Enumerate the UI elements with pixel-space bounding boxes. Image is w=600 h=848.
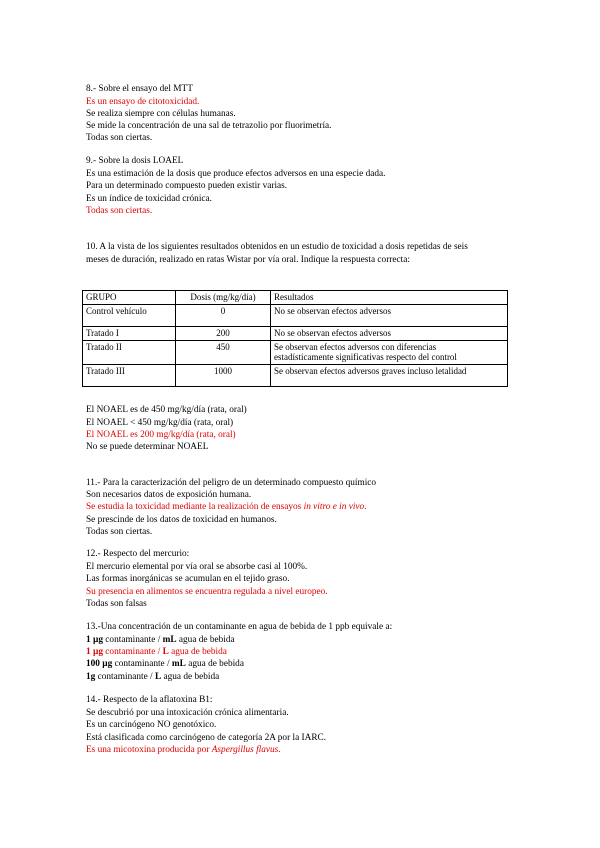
cell-result	[271, 340, 508, 364]
q13-b-end: agua de bebida	[168, 647, 227, 657]
header-results: Resultados	[271, 291, 508, 305]
q13-a-end: agua de bebida	[176, 635, 235, 645]
q8-title: 8.- Sobre el ensayo del MTT	[86, 84, 193, 94]
q13-option-b	[86, 647, 227, 658]
q12-option-a: El mercurio elemental por vía oral se absorbe casi al 100%.	[86, 562, 308, 572]
table-header-row	[83, 291, 508, 305]
table-row	[83, 304, 508, 326]
table-row	[83, 326, 508, 340]
q13-a-unit2: mL	[162, 635, 177, 645]
cell-dose: 450	[176, 340, 271, 364]
table-row	[83, 340, 508, 364]
q11-option-a: Son necesarios datos de exposición humana.	[86, 490, 252, 500]
q10-option-b: El NOAEL < 450 mg/kg/día (rata, oral)	[86, 418, 234, 428]
q10-title-line1: 10. A la vista de los siguientes resultados obtenidos en un estudio de toxicidad a dosis repetidas de seis	[86, 242, 468, 252]
q12-option-d: Todas son falsas	[86, 599, 147, 609]
cell-group: Tratado II	[83, 340, 176, 364]
q13-option-a	[86, 635, 235, 646]
q12-title: 12.- Respecto del mercurio:	[86, 549, 190, 559]
q13-c-mid: contaminante /	[112, 659, 172, 669]
q13-d-end: agua de bebida	[161, 672, 220, 682]
q13-c-unit2: mL	[171, 659, 186, 669]
q9-option-c: Es un índice de toxicidad crónica.	[86, 194, 212, 204]
q9-option-a: Es una estimación de la dosis que produce efectos adversos en una especie dada.	[86, 169, 386, 179]
cell-result-line1: Se observan efectos adversos con diferencias	[274, 341, 437, 352]
q14-option-c: Está clasificada como carcinógeno de categoría 2A por la IARC.	[86, 733, 327, 743]
q11-option-b	[86, 502, 367, 513]
q9-option-d: Todas son ciertas.	[86, 206, 153, 216]
cell-result-line2: estadísticamente significativas respecto del control	[274, 352, 457, 362]
q10-option-c: El NOAEL es 200 mg/kg/día (rata, oral)	[86, 430, 236, 440]
q9-title: 9.- Sobre la dosis LOAEL	[86, 156, 184, 166]
cell-result: No se observan efectos adversos	[271, 326, 508, 340]
q14-option-b: Es un carcinógeno NO genotóxico.	[86, 720, 217, 730]
q14-option-d-end: .	[278, 745, 281, 755]
q10-results-table	[82, 290, 508, 387]
q13-d-unit2: L	[154, 672, 162, 682]
q9-option-b: Para un determinado compuesto pueden existir varias.	[86, 181, 288, 191]
q13-option-c	[86, 659, 244, 670]
q12-option-c: Su presencia en alimentos se encuentra regulada a nivel europeo.	[86, 587, 328, 597]
cell-group: Tratado III	[83, 364, 176, 386]
q13-d-unit1: 1g	[86, 672, 96, 682]
q11-option-d: Todas son ciertas.	[86, 527, 153, 537]
q13-option-d	[86, 672, 219, 683]
q8-option-d: Todas son ciertas.	[86, 133, 153, 143]
cell-group: Control vehículo	[83, 304, 176, 326]
q8-option-a: Es un ensayo de citotoxicidad.	[86, 97, 200, 107]
table-row	[83, 364, 508, 386]
q13-d-mid: contaminante /	[95, 672, 155, 682]
q11-option-b-text: Se estudia la toxicidad mediante la realización de ensayos	[86, 502, 304, 512]
q11-option-c: Se prescinde de los datos de toxicidad en humanos.	[86, 515, 277, 525]
q13-c-end: agua de bebida	[185, 659, 244, 669]
q13-a-mid: contaminante /	[102, 635, 163, 645]
cell-result: No se observan efectos adversos	[271, 304, 508, 326]
q13-b-unit2: L	[162, 647, 169, 657]
q11-option-b-end: .	[364, 502, 367, 512]
q13-a-unit1: 1 µg	[86, 635, 103, 645]
q14-title: 14.- Respecto de la aflatoxina B1:	[86, 695, 213, 705]
q13-title: 13.-Una concentración de un contaminante en agua de bebida de 1 ppb equivale a:	[86, 622, 393, 632]
cell-group: Tratado I	[83, 326, 176, 340]
q14-option-d	[86, 745, 281, 756]
q8-option-b: Se realiza siempre con células humanas.	[86, 109, 236, 119]
q14-option-d-text: Es una micotoxina producida por	[86, 745, 212, 755]
cell-dose: 1000	[176, 364, 271, 386]
q13-c-unit1: 100 µg	[86, 659, 113, 669]
cell-result: Se observan efectos adversos graves incluso letalidad	[271, 364, 508, 386]
header-dose: Dosis (mg/kg/día)	[176, 291, 271, 305]
q11-option-b-italic: in vitro e in vivo	[303, 502, 365, 512]
q10-title-line2: meses de duración, realizado en ratas Wistar por vía oral. Indique la respuesta correcta:	[86, 255, 410, 265]
q10-option-a: El NOAEL es de 450 mg/kg/día (rata, oral)	[86, 405, 247, 415]
q13-b-mid: contaminante /	[102, 647, 163, 657]
q12-option-b: Las formas inorgánicas se acumulan en el tejido graso.	[86, 574, 290, 584]
cell-dose: 200	[176, 326, 271, 340]
header-group: GRUPO	[83, 291, 176, 305]
cell-dose: 0	[176, 304, 271, 326]
q13-b-unit1: 1 µg	[86, 647, 103, 657]
q10-option-d: No se puede determinar NOAEL	[86, 442, 209, 452]
q8-option-c: Se mide la concentración de una sal de tetrazolio por fluorimetría.	[86, 121, 332, 131]
q11-title: 11.- Para la caracterización del peligro de un determinado compuesto químico	[86, 478, 377, 488]
q14-option-a: Se descubrió por una intoxicación crónica alimentaria.	[86, 708, 289, 718]
q14-option-d-italic: Aspergillus flavus	[211, 745, 279, 755]
